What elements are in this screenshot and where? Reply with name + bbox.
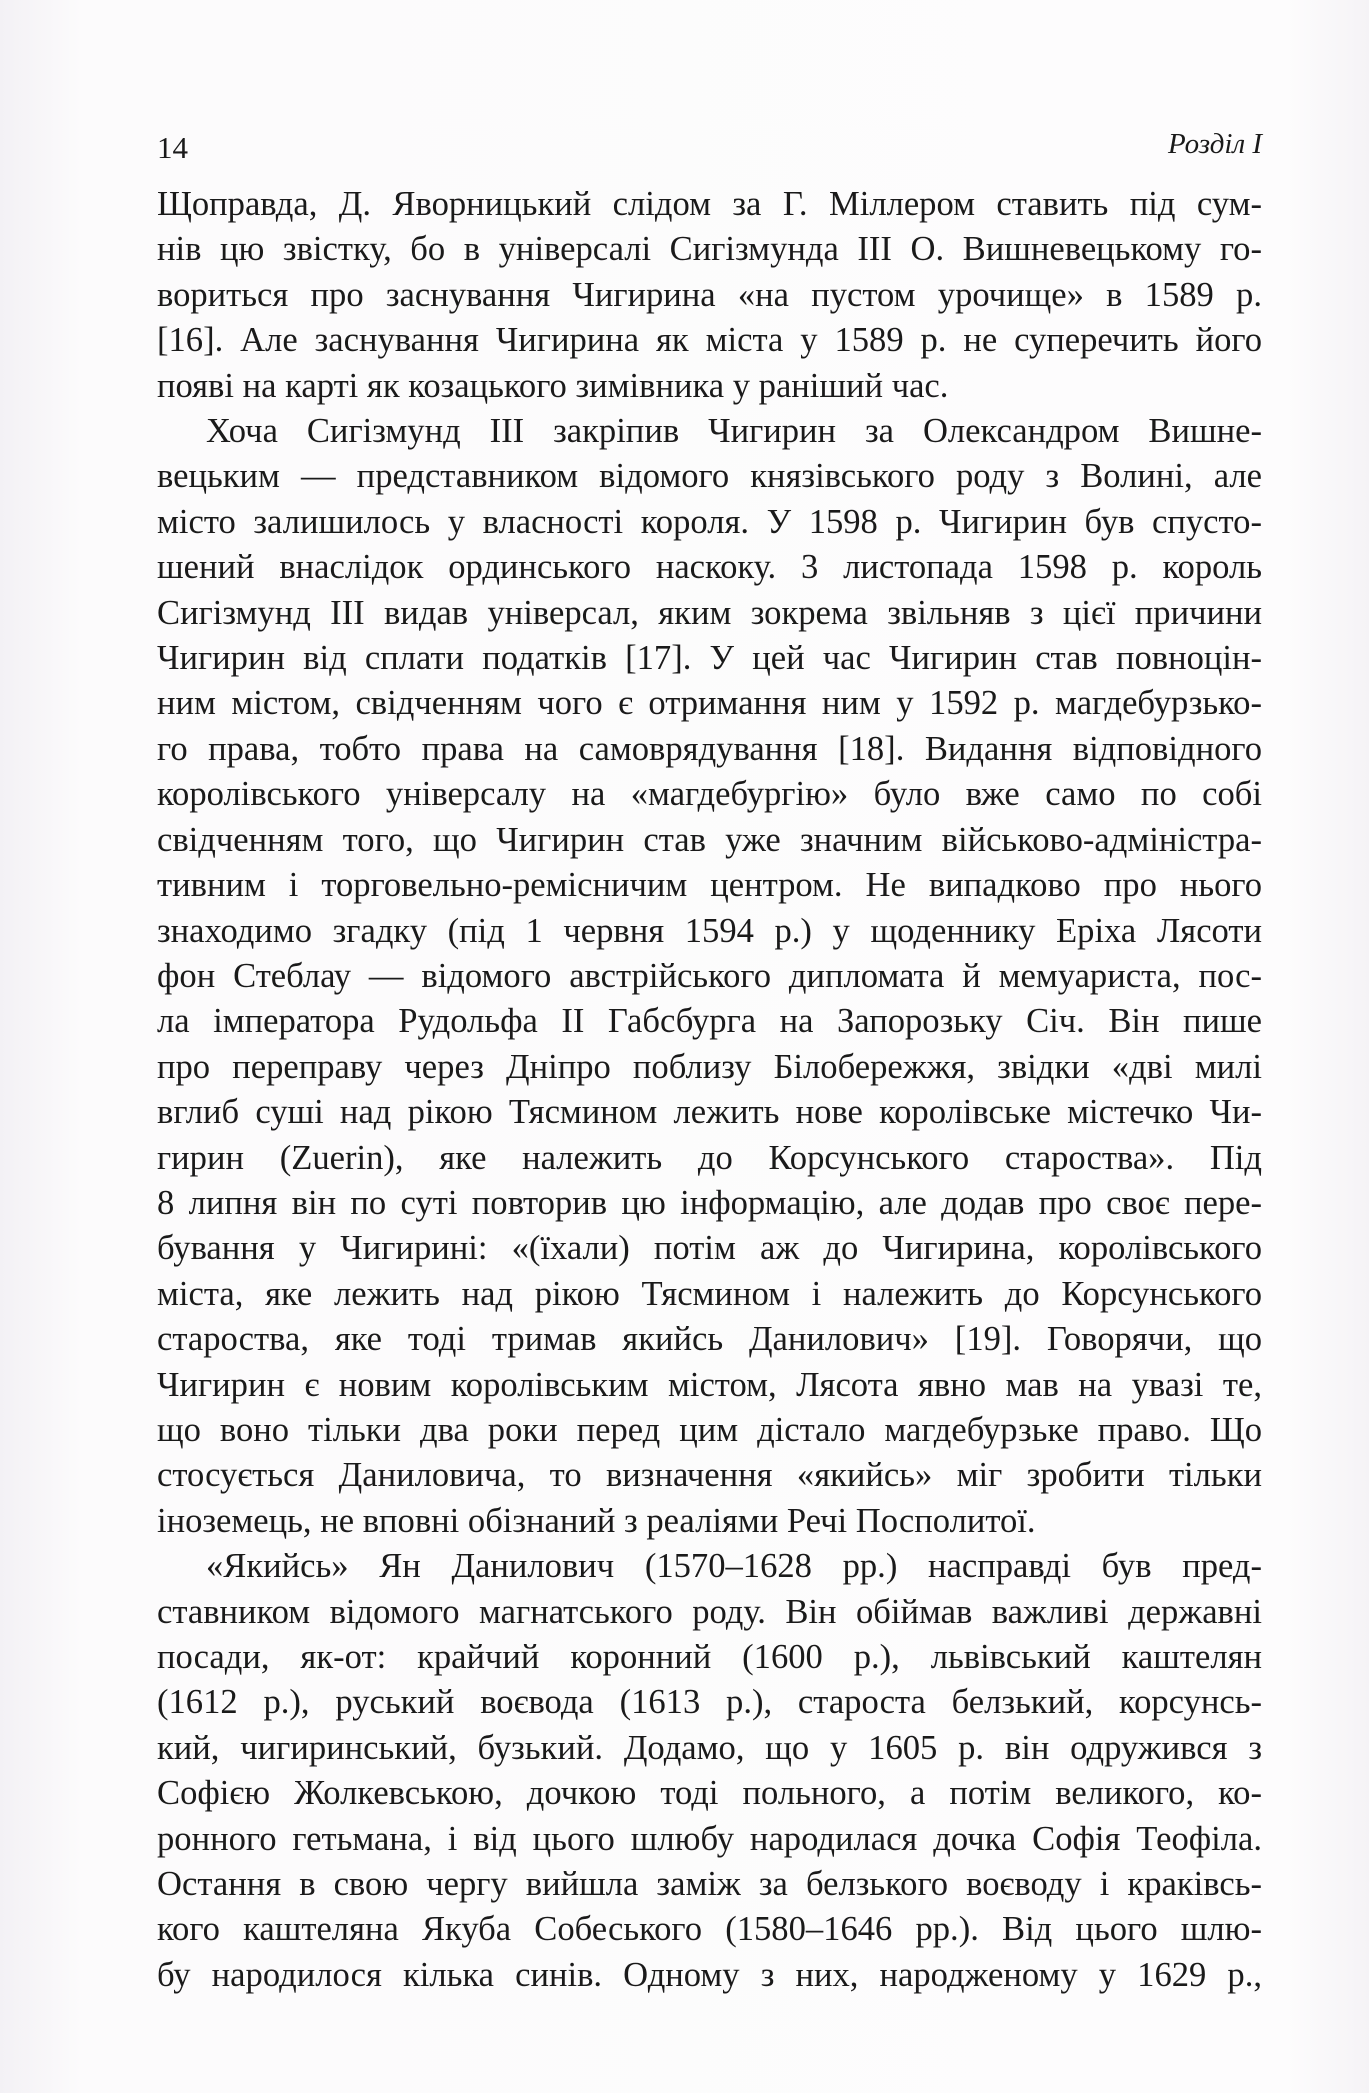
text-line: ла імператора Рудольфа ІІ Габсбурга на Запорозьку Січ. Він пише <box>157 1002 1262 1041</box>
text-line: 8 липня він по суті повторив цю інформацію, але додав про своє пере- <box>157 1183 1262 1222</box>
text-line: староства, яке тоді тримав якийсь Данилович» [19]. Говорячи, що <box>157 1320 1262 1359</box>
text-line: свідченням того, що Чигирин став уже значним військово-адміністра- <box>157 820 1262 859</box>
text-line: про переправу через Дніпро поблизу Білобережжя, звідки «дві милі <box>157 1047 1262 1086</box>
text-line: шений внаслідок ординського наскоку. 3 листопада 1598 р. король <box>157 548 1262 587</box>
text-line: іноземець, не вповні обізнаний з реаліями Речі Посполитої. <box>157 1501 1036 1540</box>
text-line: ронного гетьмана, і від цього шлюбу народилася дочка Софія Теофіла. <box>157 1819 1262 1858</box>
text-line: Чигирин є новим королівським містом, Лясота явно мав на увазі те, <box>157 1365 1262 1404</box>
page-number: 14 <box>157 130 188 165</box>
page-header <box>157 124 1262 174</box>
text-line: Чигирин від сплати податків [17]. У цей час Чигирин став повноцін- <box>157 639 1262 678</box>
text-line: фон Стеблау — відомого австрійського дипломата й мемуариста, пос- <box>157 956 1262 995</box>
text-line: го права, тобто права на самоврядування [18]. Видання відповідного <box>157 729 1262 768</box>
text-line: Щоправда, Д. Яворницький слідом за Г. Міллером ставить під сум- <box>157 185 1262 223</box>
text-line: Остання в свою чергу вийшла заміж за белзького воєводу і краківсь- <box>157 1865 1262 1904</box>
text-line: стосується Даниловича, то визначення «якийсь» міг зробити тільки <box>157 1456 1262 1495</box>
text-line: ним містом, свідченням чого є отримання ним у 1592 р. магдебурзько- <box>157 684 1262 723</box>
text-line: міста, яке лежить над рікою Тясмином і належить до Корсунського <box>157 1274 1262 1313</box>
text-line: «Якийсь» Ян Данилович (1570–1628 рр.) насправді був пред- <box>206 1547 1262 1586</box>
text-line: кий, чигиринський, бузький. Додамо, що у 1605 р. він одружився з <box>157 1728 1262 1767</box>
text-line: бування у Чигирині: «(їхали) потім аж до Чигирина, королівського <box>157 1229 1262 1268</box>
paragraph-2 <box>157 409 1262 1544</box>
text-line: Хоча Сигізмунд ІІІ закріпив Чигирин за Олександром Вишне- <box>206 412 1262 451</box>
text-line: нів цю звістку, бо в універсалі Сигізмунда ІІІ О. Вишневецькому го- <box>157 230 1262 269</box>
text-line: (1612 р.), руський воєвода (1613 р.), староста белзький, корсунсь- <box>157 1683 1262 1722</box>
body-text <box>157 182 1262 1998</box>
text-line: вориться про заснування Чигирина «на пустом урочище» в 1589 р. <box>157 275 1262 314</box>
text-line: гирин (Zuerin), яке належить до Корсунського староства». Під <box>157 1138 1262 1177</box>
text-line: ставником відомого магнатського роду. Він обіймав важливі державні <box>157 1592 1262 1631</box>
text-line: Софією Жолкевською, дочкою тоді польного, а потім великого, ко- <box>157 1774 1262 1813</box>
text-line: королівського універсалу на «магдебургію» було вже само по собі <box>157 775 1262 814</box>
text-line: тивним і торговельно-ремісничим центром. Не випадково про нього <box>157 866 1262 905</box>
text-line: кого каштеляна Якуба Собеського (1580–1646 рр.). Від цього шлю- <box>157 1910 1262 1949</box>
text-line: бу народилося кілька синів. Одному з них, народженому у 1629 р., <box>157 1955 1262 1994</box>
text-line: Сигізмунд ІІІ видав універсал, яким зокрема звільняв з цієї причини <box>157 593 1262 632</box>
text-line: посади, як-от: крайчий коронний (1600 р.), львівський каштелян <box>157 1638 1262 1676</box>
text-line: що воно тільки два роки перед цим дістало магдебурзьке право. Що <box>157 1410 1262 1449</box>
text-line: [16]. Але заснування Чигирина як міста у 1589 р. не суперечить його <box>157 321 1262 360</box>
text-line: вецьким — представником відомого князівського роду з Волині, але <box>157 457 1262 496</box>
text-line: знаходимо згадку (під 1 червня 1594 р.) у щоденнику Еріха Лясоти <box>157 911 1262 950</box>
paragraph-3 <box>157 1544 1262 1998</box>
text-line: вглиб суші над рікою Тясмином лежить нове королівське містечко Чи- <box>157 1093 1262 1132</box>
paragraph-1 <box>157 182 1262 409</box>
text-line: появі на карті як козацького зимівника у раніший час. <box>157 366 949 405</box>
text-line: місто залишилось у власності короля. У 1598 р. Чигирин був спусто- <box>157 502 1262 541</box>
running-head: Розділ І <box>1168 128 1262 160</box>
